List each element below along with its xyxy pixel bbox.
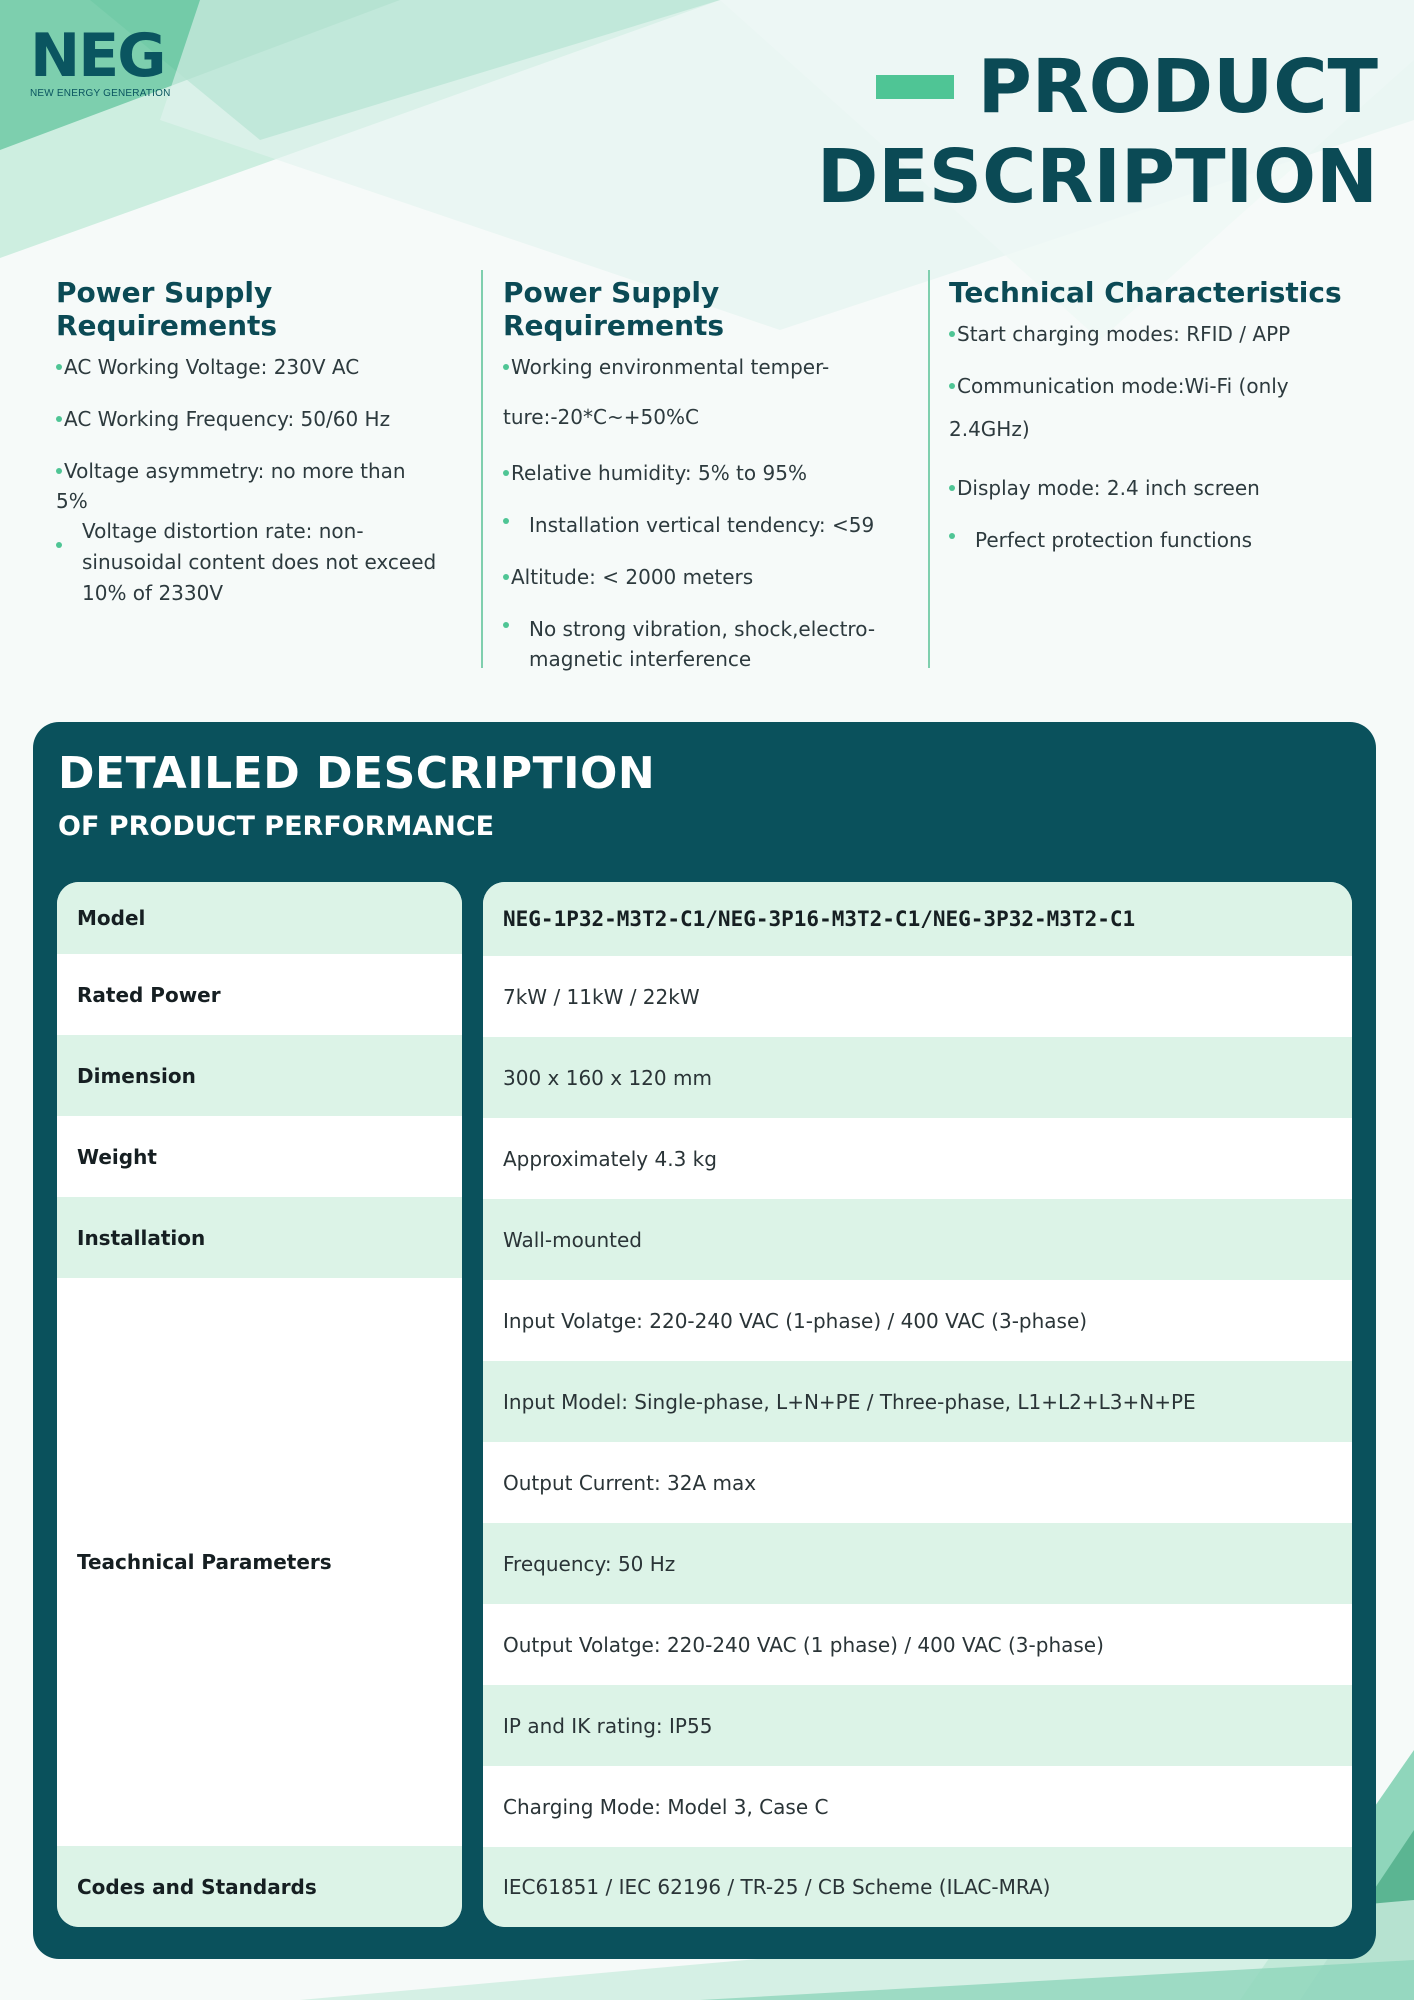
spec-value: Frequency: 50 Hz xyxy=(483,1523,1352,1604)
column-divider xyxy=(481,270,483,668)
list-item: Voltage asymmetry: no more than 5% xyxy=(56,459,406,513)
bullet-icon xyxy=(949,383,955,389)
detailed-description-panel xyxy=(33,722,1376,1959)
spec-label: Weight xyxy=(77,1144,157,1169)
title-line-2: DESCRIPTION xyxy=(816,134,1378,220)
list-item: Working environmental temper-ture:-20*C~+50%C xyxy=(503,355,830,429)
list-item: Voltage distortion rate: non-sinusoidal content does not exceed 10% of 2330V xyxy=(56,516,452,609)
list-item: Perfect protection functions xyxy=(949,525,1369,555)
bullet-icon xyxy=(949,485,955,491)
list-item: Relative humidity: 5% to 95% xyxy=(503,458,913,488)
bullet-icon xyxy=(949,331,955,337)
logo-mark: NEG xyxy=(30,21,165,91)
title-accent-bar xyxy=(876,75,954,99)
spec-label: Teachnical Parameters xyxy=(77,1550,332,1574)
column-power-supply-1 xyxy=(56,276,446,609)
bullet-icon xyxy=(56,542,62,548)
bullet-icon xyxy=(56,468,62,474)
spec-label: Codes and Standards xyxy=(57,1846,462,1927)
list-item: AC Working Voltage: 230V AC xyxy=(56,352,446,382)
spec-value: 300 x 160 x 120 mm xyxy=(483,1037,1352,1118)
spec-value: Charging Mode: Model 3, Case C xyxy=(503,1794,829,1819)
bullet-icon xyxy=(503,622,509,628)
column-power-supply-2 xyxy=(503,276,913,674)
list-item: AC Working Frequency: 50/60 Hz xyxy=(56,404,446,434)
spec-label-column xyxy=(57,882,462,1927)
bullet-icon xyxy=(503,364,509,370)
bullet-icon xyxy=(503,574,509,580)
list-item: Start charging modes: RFID / APP xyxy=(949,319,1369,349)
spec-label: Dimension xyxy=(57,1035,462,1116)
column-heading: Power Supply Requirements xyxy=(56,276,278,342)
bullet-icon xyxy=(949,533,955,539)
spec-value: IEC61851 / IEC 62196 / TR-25 / CB Scheme (ILAC-MRA) xyxy=(483,1847,1352,1927)
bullet-icon xyxy=(503,470,509,476)
spec-label: Model xyxy=(57,882,462,954)
spec-label: Installation xyxy=(57,1197,462,1278)
bullet-icon xyxy=(56,364,62,370)
list-item: Display mode: 2.4 inch screen xyxy=(949,473,1369,503)
list-item: Installation vertical tendency: <59 xyxy=(503,510,913,540)
logo xyxy=(30,21,180,99)
spec-value: Approximately 4.3 kg xyxy=(503,1146,717,1171)
spec-value: Wall-mounted xyxy=(483,1199,1352,1280)
spec-value: 7kW / 11kW / 22kW xyxy=(503,984,700,1009)
spec-value: Output Current: 32A max xyxy=(503,1470,757,1495)
column-heading: Power Supply Requirements xyxy=(503,276,725,342)
spec-label: Rated Power xyxy=(77,982,221,1007)
spec-value: Output Volatge: 220-240 VAC (1 phase) / 400 VAC (3-phase) xyxy=(503,1632,1104,1657)
panel-title: DETAILED DESCRIPTION xyxy=(58,748,656,799)
spec-value-column xyxy=(483,882,1352,1927)
spec-value: Input Volatge: 220-240 VAC (1-phase) / 400 VAC (3-phase) xyxy=(503,1308,1088,1333)
column-technical xyxy=(949,276,1369,555)
list-item: Altitude: < 2000 meters xyxy=(503,562,913,592)
spec-value: Input Model: Single-phase, L+N+PE / Three-phase, L1+L2+L3+N+PE xyxy=(483,1361,1352,1442)
title-line-1: PRODUCT xyxy=(977,44,1378,130)
column-heading: Technical Characteristics xyxy=(949,276,1342,309)
list-item: Communication mode:Wi-Fi (only 2.4GHz) xyxy=(949,374,1289,441)
spec-value: IP and IK rating: IP55 xyxy=(483,1685,1352,1766)
bullet-icon xyxy=(503,518,509,524)
column-divider xyxy=(928,270,930,668)
spec-value: NEG-1P32-M3T2-C1/NEG-3P16-M3T2-C1/NEG-3P32-M3T2-C1 xyxy=(483,882,1352,956)
page-title xyxy=(817,42,1378,222)
logo-tagline: NEW ENERGY GENERATION xyxy=(30,88,171,99)
panel-subtitle: OF PRODUCT PERFORMANCE xyxy=(58,811,495,842)
list-item: No strong vibration, shock,electro-magnetic interference xyxy=(503,614,909,674)
bullet-icon xyxy=(56,416,62,422)
